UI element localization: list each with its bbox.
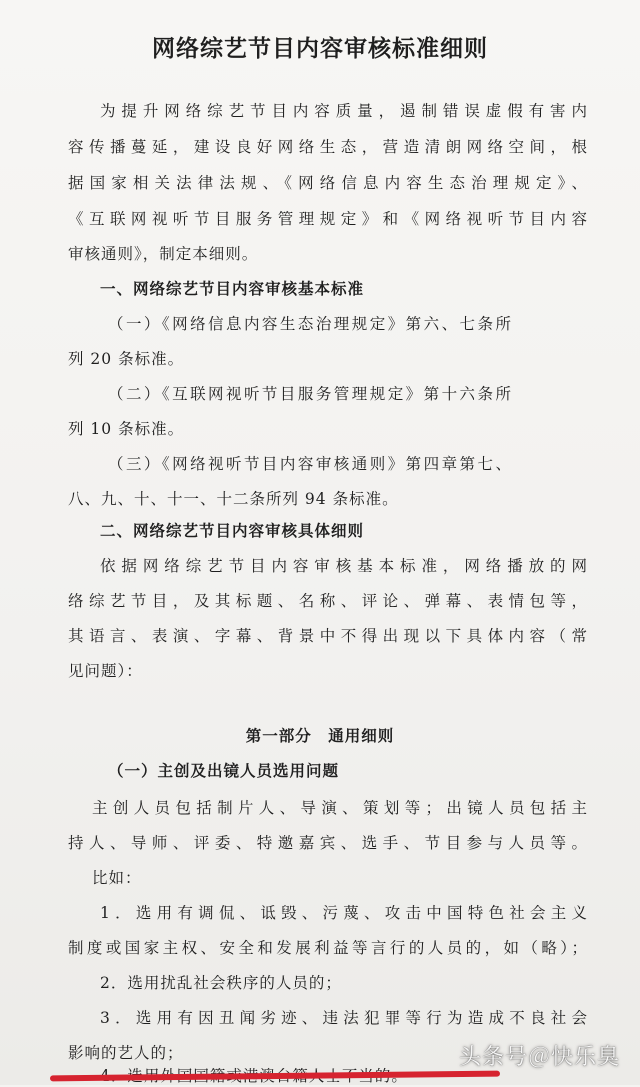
- list-item: 影响的艺人的；: [68, 1044, 184, 1062]
- standard-item: 八、九、十、十一、十二条所列 94 条标准。: [68, 490, 399, 508]
- section2-line: 依据网络综艺节目内容审核基本标准，网络播放的网: [100, 557, 588, 575]
- list-item: 1．选用有调侃、诋毁、污蔑、攻击中国特色社会主义: [100, 904, 588, 922]
- list-item: 3．选用有因丑闻劣迹、违法犯罪等行为造成不良社会: [100, 1009, 588, 1027]
- section-heading: 一、网络综艺节目内容审核基本标准: [100, 280, 365, 298]
- part1-line: 比如：: [92, 869, 142, 887]
- section2-line: 其语言、表演、字幕、背景中不得出现以下具体内容（常: [68, 627, 588, 645]
- section2-line: 见问题）：: [68, 662, 143, 680]
- list-item: 2．选用扰乱社会秩序的人员的；: [100, 974, 342, 992]
- list-item: 制度或国家主权、安全和发展利益等言行的人员的，如（略）；: [68, 939, 588, 957]
- document-title: 网络综艺节目内容审核标准细则: [152, 36, 488, 62]
- watermark: 头条号＠快乐臭: [458, 1045, 620, 1070]
- intro-line: 容传播蔓延，建设良好网络生态，营造清朗网络空间，根: [68, 138, 588, 156]
- intro-line: 为提升网络综艺节目内容质量，遏制错误虚假有害内: [100, 102, 588, 120]
- standard-item: 列 20 条标准。: [68, 350, 185, 368]
- intro-line: 审核通则》，制定本细则。: [68, 245, 259, 263]
- part-heading: 第一部分 通用细则: [245, 727, 395, 745]
- section2-line: 络综艺节目，及其标题、名称、评论、弹幕、表情包等，: [68, 592, 588, 610]
- standard-item: （三）《网络视听节目内容审核通则》第四章第七、: [108, 455, 512, 473]
- part1-line: 主创人员包括制片人、导演、策划等；出镜人员包括主: [92, 799, 588, 817]
- intro-line: 据国家相关法律法规、《网络信息内容生态治理规定》、: [68, 174, 588, 192]
- section-heading: 二、网络综艺节目内容审核具体细则: [100, 522, 365, 540]
- standard-item: 列 10 条标准。: [68, 420, 185, 438]
- standard-item: （一）《网络信息内容生态治理规定》第六、七条所: [108, 315, 512, 333]
- standard-item: （二）《互联网视听节目服务管理规定》第十六条所: [108, 385, 512, 403]
- intro-line: 《互联网视听节目服务管理规定》和《网络视听节目内容: [68, 210, 588, 228]
- subheading: （一）主创及出镜人员选用问题: [108, 762, 340, 780]
- part1-line: 持人、导师、评委、特邀嘉宾、选手、节目参与人员等。: [68, 834, 588, 852]
